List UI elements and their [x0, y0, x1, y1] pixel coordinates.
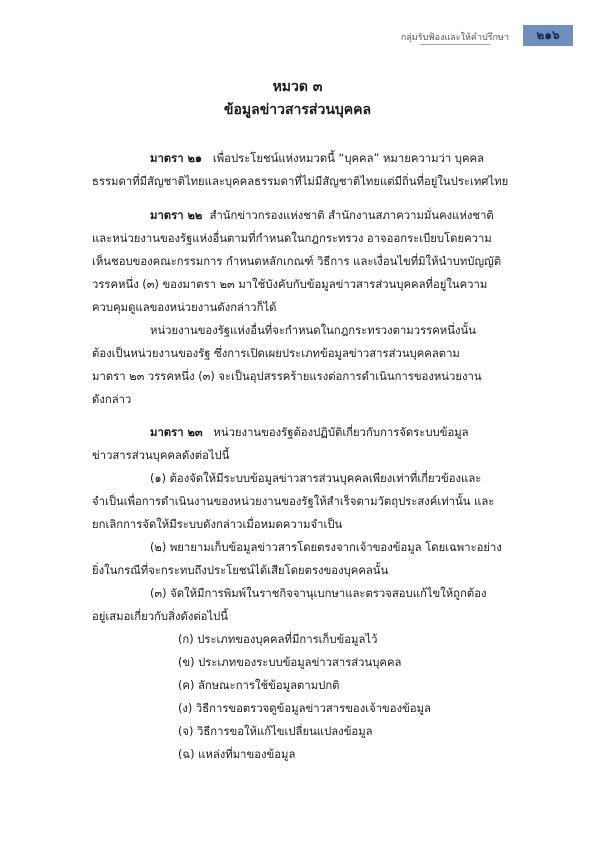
section-22-label: มาตรา ๒๒	[150, 209, 203, 222]
section-23-label: มาตรา ๒๓	[150, 426, 203, 439]
section-21-label: มาตรา ๒๑	[150, 152, 203, 165]
header-org-text: กลุ่มรับฟ้องและให้คำปรึกษา	[400, 33, 509, 43]
section-22-line-4: วรรคหนึ่ง (๓) ของมาตรา ๒๓ มาใช้บังคับกับข้อมูลข่าวสารส่วนบุคคลที่อยู่ในความ	[92, 278, 488, 291]
page-number-badge: ๒๑๖	[523, 25, 573, 46]
item-3-line-1: (๓) จัดให้มีการพิมพ์ในราชกิจจานุเบกษาและตรวจสอบแก้ไขให้ถูกต้อง	[150, 587, 487, 600]
subitem-ko: (ก) ประเภทของบุคคลที่มีการเก็บข้อมูลไว้	[178, 633, 378, 646]
item-2-line-1: (๒) พยายามเก็บข้อมูลข่าวสารโดยตรงจากเจ้าของข้อมูล โดยเฉพาะอย่าง	[150, 541, 502, 554]
subitem-chho: (ฉ) แหล่งที่มาของข้อมูล	[178, 748, 296, 761]
item-3-line-2: อยู่เสมอเกี่ยวกับสิ่งดังต่อไปนี้	[92, 610, 229, 623]
item-1-line-1: (๑) ต้องจัดให้มีระบบข้อมูลข่าวสารส่วนบุคคลเพียงเท่าที่เกี่ยวข้องและ	[150, 472, 482, 485]
section-22-line-2: และหน่วยงานของรัฐแห่งอื่นตามที่กำหนดในกฎกระทรวง อาจออกระเบียบโดยความ	[92, 232, 492, 245]
item-1-line-3: ยกเลิกการจัดให้มีระบบดังกล่าวเมื่อหมดความจำเป็น	[92, 518, 343, 531]
subitem-kho-khwai: (ค) ลักษณะการใช้ข้อมูลตามปกติ	[178, 679, 340, 692]
section-22-line-5: ควบคุมดูแลของหน่วยงานดังกล่าวก็ได้	[92, 301, 277, 314]
header-divider	[420, 44, 490, 45]
section-22-line-1: มาตรา ๒๒ สำนักข่าวกรองแห่งชาติ สำนักงานสภาความมั่นคงแห่งชาติ	[150, 209, 494, 222]
section-23-line-1: มาตรา ๒๓ หน่วยงานของรัฐต้องปฏิบัติเกี่ยวกับการจัดระบบข้อมูล	[150, 426, 469, 439]
section-21-line-2: ธรรมดาที่มีสัญชาติไทยและบุคคลธรรมดาที่ไม่มีสัญชาติไทยแต่มีถิ่นที่อยู่ในประเทศไทย	[92, 175, 509, 188]
section-21-line-1: มาตรา ๒๑ เพื่อประโยชน์แห่งหมวดนี้ “บุคคล” หมายความว่า บุคคล	[150, 152, 485, 165]
subitem-ngo: (ง) วิธีการขอตรวจดูข้อมูลข่าวสารของเจ้าของข้อมูล	[178, 702, 431, 715]
subitem-cho: (จ) วิธีการขอให้แก้ไขเปลี่ยนแปลงข้อมูล	[178, 725, 373, 738]
section-22-para2-line-4: ดังกล่าว	[92, 393, 132, 406]
item-1-line-2: จำเป็นเพื่อการดำเนินงานของหน่วยงานของรัฐให้สำเร็จตามวัตถุประสงค์เท่านั้น และ	[92, 495, 495, 508]
section-22-para2-line-2: ต้องเป็นหน่วยงานของรัฐ ซึ่งการเปิดเผยประเภทข้อมูลข่าวสารส่วนบุคคลตาม	[92, 347, 460, 360]
section-23-line-2: ข่าวสารส่วนบุคคลดังต่อไปนี้	[92, 449, 230, 462]
section-22-line-3: เห็นชอบของคณะกรรมการ กำหนดหลักเกณฑ์ วิธีการ และเงื่อนไขที่มิให้นำบทบัญญัติ	[92, 255, 502, 268]
item-2-line-2: ยิ่งในกรณีที่จะกระทบถึงประโยชน์ได้เสียโดยตรงของบุคคลนั้น	[92, 564, 389, 577]
chapter-subtitle: ข้อมูลข่าวสารส่วนบุคคล	[223, 102, 372, 118]
subitem-kho: (ข) ประเภทของระบบข้อมูลข่าวสารส่วนบุคคล	[178, 656, 402, 669]
section-22-para2-line-3: มาตรา ๒๓ วรรคหนึ่ง (๓) จะเป็นอุปสรรคร้ายแรงต่อการดำเนินการของหน่วยงาน	[92, 370, 482, 383]
chapter-title: หมวด ๓	[272, 79, 323, 95]
section-22-para2-line-1: หน่วยงานของรัฐแห่งอื่นที่จะกำหนดในกฎกระทรวงตามวรรคหนึ่งนั้น	[150, 324, 476, 337]
